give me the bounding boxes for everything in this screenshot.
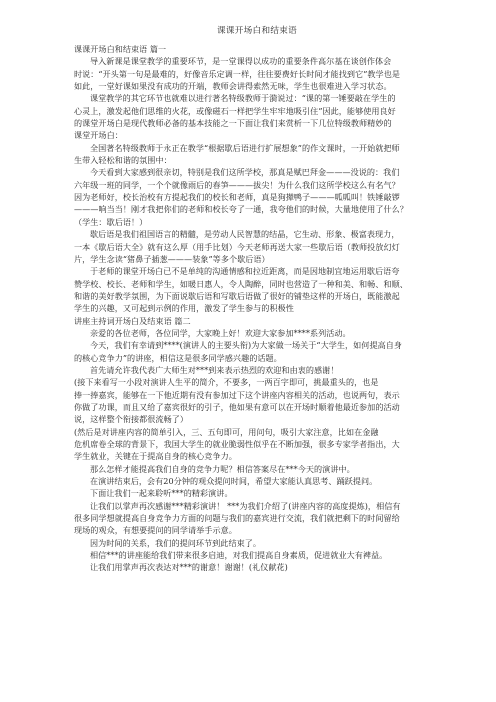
text-line: 歇后语是我们祖国语言的精髓，是劳动人民智慧的结晶，它生动、形象、极富表现力， [90,229,400,240]
text-line: 课课开场白和结束语 篇一 [74,44,167,54]
text-line: 今天，我们有幸请到****(演讲人的主要头衔)为大家做一场关于“大学生，如何提高自身 [90,340,403,351]
text-line: 于老师的课堂开场白已不是单纯的沟通情感和拉近距离，而是因地制宜地运用歇后语夸 [90,266,400,277]
text-line: 心灵上，激发起他们思维的火花，或像磁石一样把学生牢牢地吸引住”因此，能够使用良好 [74,105,396,116]
text-line: 你做了功课，而且又给了嘉宾很好的引子，他如果有意可以在开场时顺着他最近参加的活动 [74,401,400,412]
text-line: 亲爱的各位老师，各位同学，大家晚上好！欢迎大家参加****系列活动。 [90,327,351,338]
text-line: 片，学生念读“猪鼻子插葱———装象”等多个歇后语） [74,253,270,264]
text-line: 因为时间的关系，我们的提问环节到此结束了。 [90,537,262,548]
text-line: 今天看到大家感到很亲切，特别是我们这所学校，那真是赋巴拜金———没说的：我们 [90,167,400,178]
text-line: 那么怎样才能提高我们自身的竞争力呢？相信答案尽在***今天的演讲中。 [90,463,355,474]
text-line: 六年级一班的同学，一个个就像雨后的春笋———拔尖！为什么我们这所学校这么有名气？ [74,179,400,190]
document-body [74,43,440,574]
text-line: 生带入轻松和谐的氛围中： [74,155,172,166]
text-line: ———响当当！刚才我把你们的老师和校长夸了一通，我夸他们的时候，大量地使用了什么？ [74,204,408,215]
text-line: 的课堂开场白是现代教师必备的基本技能之一下面让我们来赏析一下几位特级教师精妙的 [74,118,392,129]
document-title: 课课开场白和结束语 [216,26,298,36]
text-line: 如此，一堂好课如果没有成功的开端，教师会讲得索然无味，学生也很难进入学习状态。 [74,81,392,92]
text-line: 说，这样整个衔接都很流畅了） [74,414,189,425]
text-line: （学生：歇后语！） [74,216,148,227]
text-line: 学生的兴趣，又可起到示例的作用，激发了学生参与的积极性 [74,303,294,314]
text-line: 学生就业，关键在于提高自身的核心竞争力。 [74,451,237,462]
text-line: 危机席卷全球的背景下，我国大学生的就业脆弱性似乎在不断加强，很多专家学者指出，大 [74,439,400,449]
text-line: 下面让我们一起来聆听***的精彩演讲。 [90,488,233,499]
text-line: 捧一捧嘉宾，能够在一下他近期有没有参加过下这个讲座内容相关的活动，也说两句，表示 [74,389,400,400]
text-line: 的核心竞争力”的讲座，相信这是很多同学感兴趣的话题。 [74,352,282,363]
text-line: 现场的观众，有想要提问的同学请举手示意。 [74,525,237,536]
text-line: 在演讲结束后，会有20分钟的观众提问时间，希望大家能认真思考、踊跃提问。 [90,476,378,487]
text-line: 导入新课是课堂教学的重要环节，是一堂课得以成功的重要条件高尔基在谈创作体会 [90,56,392,67]
text-line: (然后是对讲座内容的简单引入，三、五句即可，用问句，吸引大家注意，比如在金融 [74,426,379,437]
text-line: (接下来看写一小段对演讲人生平的简介，不要多，一两百字即可，挑最重头的，也是 [74,377,379,388]
text-line: 一本《歇后语大全》就有这么厚（用手比划）今天老师再送大家一些歇后语（教师投放幻灯 [74,241,400,252]
text-line: 课堂开场白： [74,130,123,141]
text-line: 时说：“开头第一句是最难的，好像音乐定调一样，往往要费好长时间才能找到它”教学也是 [74,68,400,79]
text-line: 赞学校、校长、老师和学生，如暖日惠人，令人陶醉，同时也营造了一种和美、和畅、和顺、 [74,278,408,289]
text-line: 因为老师好，校长治校有方提起我们的校长和老师，真是狗撵鸭子———呱呱叫！铁锤敲锣 [74,192,400,203]
text-line: 课堂教学的其它环节也就难以进行著名特级教师于漪说过：“课的第一锤要敲在学生的 [90,93,396,104]
text-line: 和谐的美好教学氛围，为下面说歇后语和写歇后语做了很好的铺垫这样的开场白，既能激起 [74,290,400,301]
text-line: 首先请允许我代表广大师生对***到来表示热烈的欢迎和由衷的感谢！ [90,364,339,375]
text-line: 相信***的讲座能给我们带来很多启迪，对我们提高自身素质，促进就业大有裨益。 [90,550,388,561]
text-line: 让我们用掌声再次表达对***的谢意！谢谢！(礼仪献花) [90,562,288,573]
text-line: 全国著名特级教师于永正在教学“根据歇后语进行扩展想象”的作文课时，一开始就把师 [90,142,400,153]
text-line: 讲座主持词开场白及结束语 篇二 [74,315,191,326]
text-line: 很多同学想就提高自身竞争力方面的问题与我们的嘉宾进行交流，我们就把剩下的时间留给 [74,513,400,524]
text-line: 让我们以掌声再次感谢***精彩演讲！ ***为我们介绍了(讲座内容的高度提炼)，相信有 [90,500,401,511]
